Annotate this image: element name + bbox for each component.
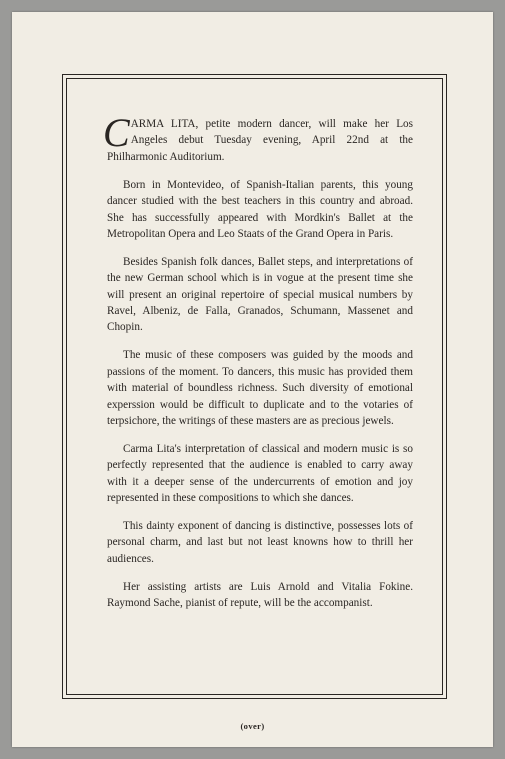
paragraph-intro-text: ARMA LITA, petite modern dancer, will make her Los Angeles debut Tuesday evening, April 22nd at the Philharmonic Auditorium. xyxy=(107,118,413,163)
inner-border-frame xyxy=(66,78,443,695)
paragraph-biography: Born in Montevideo, of Spanish-Italian parents, this young dancer studied with the best teachers in this country and abroad. She has successfully appeared with Mordkin's Ballet at the Metropolitan Opera and Leo Staats of the Grand Opera in Paris. xyxy=(107,178,413,240)
border-frame xyxy=(62,74,447,699)
drop-cap: C xyxy=(103,110,130,155)
over-label: (over) xyxy=(240,721,265,731)
paragraph-artists: Her assisting artists are Luis Arnold and Vitalia Fokine. Raymond Sache, pianist of repute, will be the accompanist. xyxy=(107,580,413,610)
paragraph-interpretation: Carma Lita's interpretation of classical and modern music is so perfectly represented that the audience is enabled to carry away with it a deeper sense of the undercurrents of emotion and joy represented in these compositions to which she dances. xyxy=(107,442,413,505)
paragraph-music: The music of these composers was guided by the moods and passions of the moment. To dancers, this music has provided them with material of boundless richness. Such diversity of emotional experssion would be difficult to duplicate and to the votaries of terpsichore, the writings of these masters are as precious jewels. xyxy=(107,349,413,427)
paragraph-charm: This dainty exponent of dancing is distinctive, possesses lots of personal charm, and last but not least knowns how to thrill her audiences. xyxy=(107,520,413,565)
article-body xyxy=(103,110,413,623)
paragraph-repertoire: Besides Spanish folk dances, Ballet steps, and interpretations of the new German school which is in vogue at the present time she will present an original repertoire of special musical numbers by Ravel, Albeniz, de Falla, Granados, Schumann, Massenet and Chopin. xyxy=(107,255,413,334)
document-page xyxy=(12,12,493,747)
paragraph-intro xyxy=(103,110,413,165)
